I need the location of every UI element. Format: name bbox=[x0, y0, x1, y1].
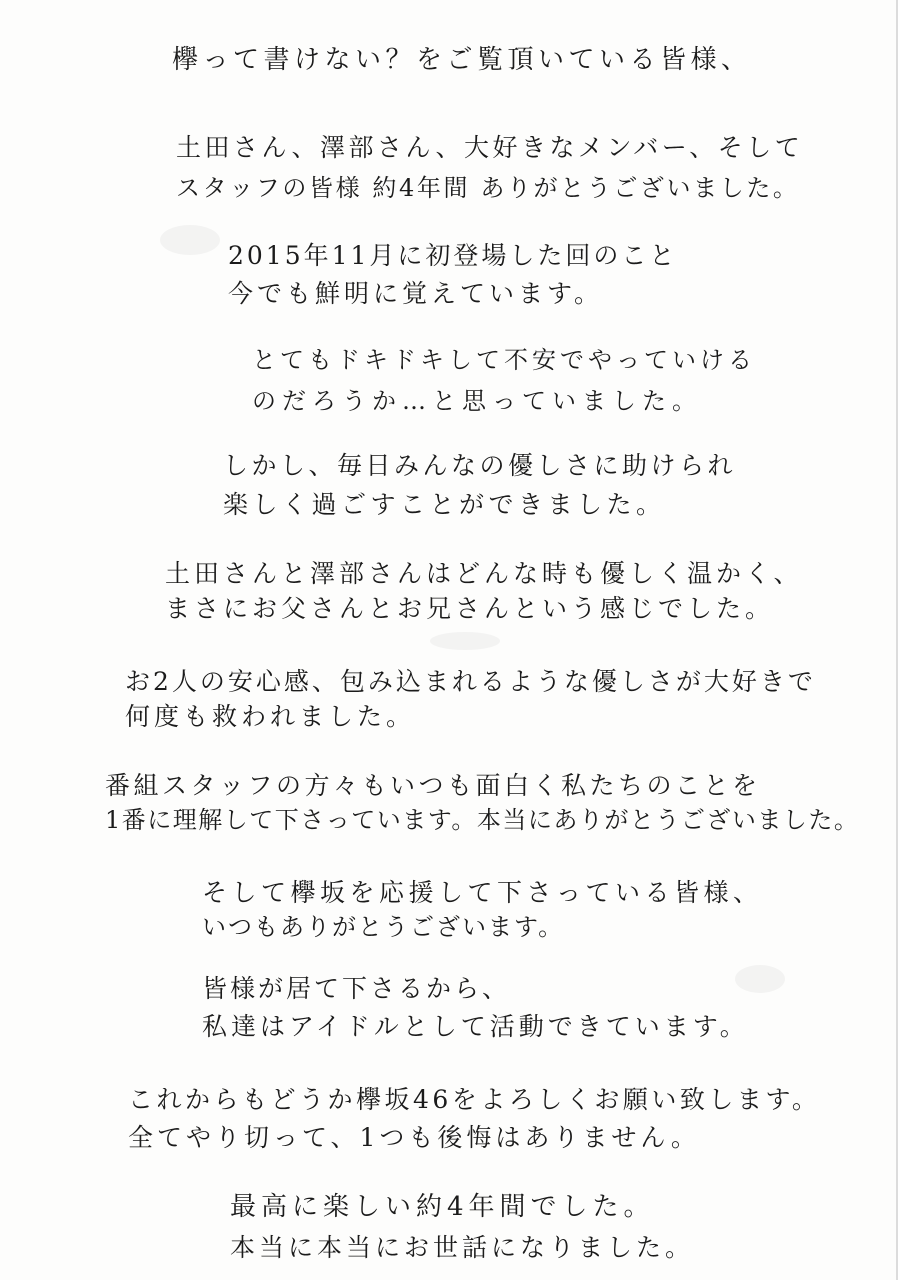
letter-line: のだろうか…と思っていました。 bbox=[252, 387, 702, 415]
letter-line: 2015年11月に初登場した回のこと bbox=[228, 241, 678, 270]
letter-line: 土田さんと澤部さんはどんな時も優しく温かく、 bbox=[165, 559, 803, 588]
letter-line: 土田さん、澤部さん、大好きなメンバー、そして bbox=[176, 133, 804, 162]
paper-smudge bbox=[160, 225, 220, 255]
letter-line: 楽しく過ごすことができました。 bbox=[223, 490, 666, 519]
letter-line: まさにお父さんとお兄さんという感じでした。 bbox=[165, 594, 775, 623]
paper-smudge bbox=[430, 632, 500, 650]
letter-line: しかし、毎日みんなの優しさに助けられ bbox=[223, 451, 737, 480]
letter-line: とてもドキドキして不安でやっていける bbox=[252, 346, 756, 374]
letter-line: 皆様が居て下さるから、 bbox=[202, 974, 511, 1003]
paper-smudge bbox=[735, 965, 785, 993]
letter-line: 今でも鮮明に覚えています。 bbox=[228, 279, 604, 308]
letter-line: 番組スタッフの方々もいつも面白く私たちのことを bbox=[105, 771, 761, 800]
letter-line: 全てやり切って、1つも後悔はありません。 bbox=[128, 1123, 700, 1152]
letter-closing: 最高に楽しい約4年間でした。 bbox=[230, 1192, 655, 1222]
letter-line: 私達はアイドルとして活動できています。 bbox=[202, 1012, 749, 1041]
letter-line: 何度も救われました。 bbox=[125, 702, 416, 731]
letter-line: いつもありがとうございます。 bbox=[202, 913, 565, 941]
letter-line: 1番に理解して下さっています。本当にありがとうございました。 bbox=[105, 806, 860, 834]
letter-line: スタッフの皆様 約4年間 ありがとうございました。 bbox=[176, 174, 800, 202]
letter-line: そして欅坂を応援して下さっている皆様、 bbox=[202, 878, 763, 907]
letter-closing: 本当に本当にお世話になりました。 bbox=[230, 1233, 695, 1262]
letter-line: これからもどうか欅坂46をよろしくお願い致します。 bbox=[128, 1085, 821, 1114]
letter-greeting: 欅って書けない？をご覧頂いている皆様、 bbox=[172, 45, 752, 75]
letter-line: お2人の安心感、包み込まれるような優しさが大好きで bbox=[125, 667, 816, 696]
